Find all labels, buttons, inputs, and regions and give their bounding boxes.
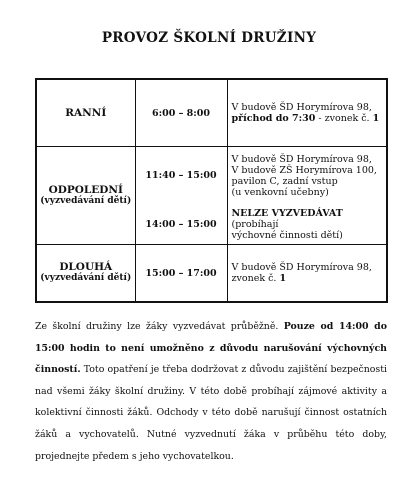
info-text: - zvonek č. [315,113,373,124]
info-bold: příchod do 7:30 [231,113,316,124]
table-row-odpoledni [36,147,387,205]
info-line: (u venkovní učebny) [231,186,329,198]
time-dlouha: 15:00 – 17:00 [135,245,227,303]
page-title: PROVOZ ŠKOLNÍ DRUŽINY [101,30,317,46]
row-sublabel-odpoledni: (vyzvedávání dětí) [40,195,132,206]
paragraph-text: Ze školní družiny lze žáky vyzvedávat průběžně. [35,321,284,332]
info-text: zvonek č. [231,273,280,284]
info-line [232,113,385,124]
row-label-odpoledni: ODPOLEDNÍ [48,183,123,196]
info-line: pavilon C, zadní vstup [231,175,338,187]
row-label-ranni: RANNÍ [65,106,107,119]
schedule-table [35,78,388,303]
table-row-dlouha [36,245,387,303]
info-line [232,208,385,230]
info-line: výchovné činnosti dětí) [231,229,343,241]
bell-number: 1 [372,113,380,124]
time-odpoledni-1: 11:40 – 15:00 [135,147,227,205]
info-bold: NELZE VYZVEDÁVAT [231,207,343,219]
row-sublabel-dlouha: (vyzvedávání dětí) [40,273,132,283]
paragraph-bold-text: Pouze od 14:00 do 15:00 hodin to není umožněno z důvodu narušování výchovných činností. [35,321,387,376]
time-odpoledni-2: 14:00 – 15:00 [135,204,227,245]
info-line: V budově ZŠ Horymírova 100, [231,164,377,176]
info-line: V budově ŠD Horymírova 98, [231,102,372,113]
label-cell [36,79,135,147]
info-line: V budově ŠD Horymírova 98, [231,153,372,165]
info-text: (probíhají [231,218,279,230]
info-line [232,273,385,284]
paragraph-text: Toto opatření je třeba dodržovat z důvodu zajištění bezpečnosti nad všemi žáky školní družiny. V této době probíhají zájmové aktivity a kolektivní činnosti žáků. Odchody v této době narušují činnost ostatních žáků a vychovatelů. Nutné vyzvednutí žáka v průběhu této doby, projednejte předem s jeho vychovatelkou. [35,364,387,462]
table-row-ranni [36,79,387,147]
info-ranni [227,79,387,147]
info-line: V budově ŠD Horymírova 98, [231,262,372,273]
info-odpoledni-1 [227,147,387,205]
label-cell [36,147,135,245]
bell-number: 1 [279,273,287,284]
row-label-dlouha: DLOUHÁ [59,261,113,273]
info-paragraph [35,316,387,467]
label-cell [36,245,135,303]
info-dlouha [227,245,387,303]
info-odpoledni-2 [227,204,387,245]
time-ranni: 6:00 – 8:00 [135,79,227,147]
